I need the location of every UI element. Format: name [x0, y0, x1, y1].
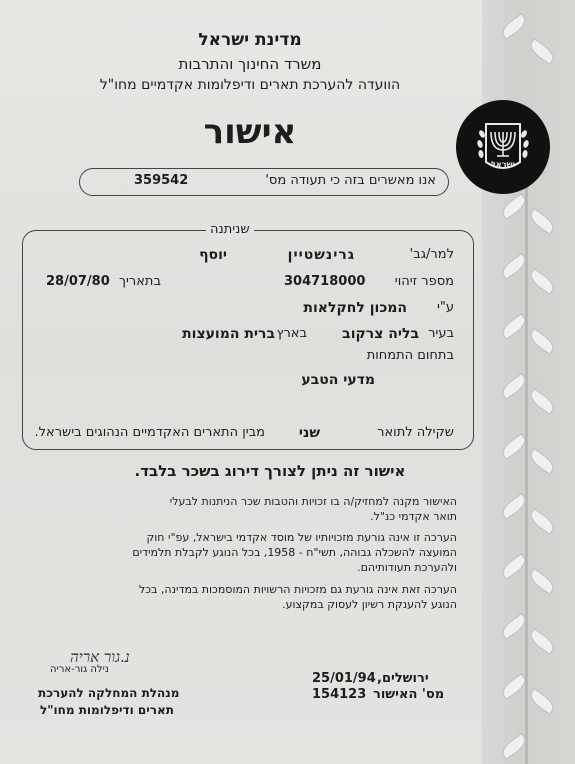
handwritten-signature: נ.גור אריה — [70, 648, 130, 666]
paragraph-line: ולהערכת תעודותיהם. — [357, 561, 457, 574]
laurel-leaf — [527, 38, 557, 65]
approval-number: 154123 — [312, 687, 367, 702]
laurel-leaf — [527, 568, 557, 595]
paragraph-1 — [170, 494, 457, 524]
laurel-leaf — [527, 508, 557, 535]
signer-title-line-2: תארים ודיפלומות מחו"ל — [40, 703, 174, 717]
equivalence-label: שקילה לתואר — [377, 425, 454, 440]
approval-date: 25/01/94 — [312, 671, 376, 686]
firstname-value: יוסף — [199, 247, 227, 263]
signer-title-line-1: מנהלת המחלקה להערכת — [38, 686, 180, 700]
surname-value: גרינשטיין — [287, 247, 355, 263]
paragraph-3 — [139, 582, 457, 612]
laurel-leaf — [527, 208, 557, 235]
paragraph-line: הנוגע להענקת רשיון לעסוק במקצוע. — [282, 598, 457, 611]
id-number: 304718000 — [284, 274, 366, 289]
by-label: ע"י — [436, 300, 454, 315]
city-value: בליה צרקוב — [342, 326, 419, 342]
paragraph-line: האישור מקנה למחזיק/ה בו זכויות והטבות שכר הניתנות לבעלי — [169, 495, 457, 508]
issue-date: 28/07/80 — [46, 274, 110, 289]
certificate-number: 359542 — [134, 173, 189, 188]
specialty-value: מדעי הטבע — [301, 372, 375, 388]
ministry-name: משרד החינוך והתרבות — [178, 55, 322, 73]
document-title: אישור — [203, 112, 297, 152]
country-value: ברית המועצות — [182, 326, 275, 342]
laurel-leaf — [527, 328, 557, 355]
laurel-leaf — [527, 628, 557, 655]
paragraph-line: תואר אקדמי כנ"ל. — [370, 510, 457, 523]
field-label: בתחום התמחות — [366, 348, 454, 363]
date-label: בתאריך — [119, 274, 161, 289]
id-label: מספר זיהוי — [394, 274, 454, 289]
degree-value: שני — [298, 425, 320, 441]
laurel-leaf — [527, 268, 557, 295]
paragraph-line: המועצה להשכלה גבוהה, תשי"ח - 1958, בכל הנוגע לקבלת תלמידים — [132, 546, 457, 559]
institute-value: המכון לחקלאות — [303, 300, 407, 316]
committee-name: הוועדה להערכת תארים ודיפלומות אקדמיים מחו"ל — [99, 77, 401, 93]
state-name: מדינת ישראל — [198, 30, 302, 50]
certificate-line-box — [79, 168, 449, 196]
emblem-text: ישראל — [491, 160, 515, 169]
approval-label: מס' האישור — [373, 687, 445, 702]
city-label: בעיר — [428, 326, 454, 341]
laurel-leaf — [527, 688, 557, 715]
equivalence-text: מבין התארים האקדמיים הנהוגים בישראל. — [34, 425, 265, 440]
salary-notice: אישור זה ניתן לצורך דירוג בשכר בלבד. — [134, 462, 406, 480]
laurel-leaf — [527, 448, 557, 475]
menorah-emblem-icon — [456, 100, 550, 194]
certificate-line-text: אנו מאשרים בזה כי תעודה מס' — [265, 173, 436, 188]
issued-label: שניתנה — [206, 222, 254, 237]
laurel-leaf — [527, 388, 557, 415]
laurel-leaf — [499, 13, 529, 40]
paragraph-2 — [132, 530, 457, 575]
country-label: בארץ — [276, 326, 307, 341]
state-emblem — [456, 100, 550, 194]
place-label: ירושלים, — [377, 671, 429, 686]
paragraph-line: הערכה זו אינה גורעת מזכויותיו של מוסד אקדמי בישראל, עפ"י חוק — [146, 531, 457, 544]
signer-name: נילה גור-אריה — [50, 664, 109, 675]
paragraph-line: הערכה זאת אינה גורעת גם מזכויות הרשויות המוסמכות במדינה, בכל — [138, 583, 457, 596]
to-label: למר/גב' — [409, 247, 454, 262]
